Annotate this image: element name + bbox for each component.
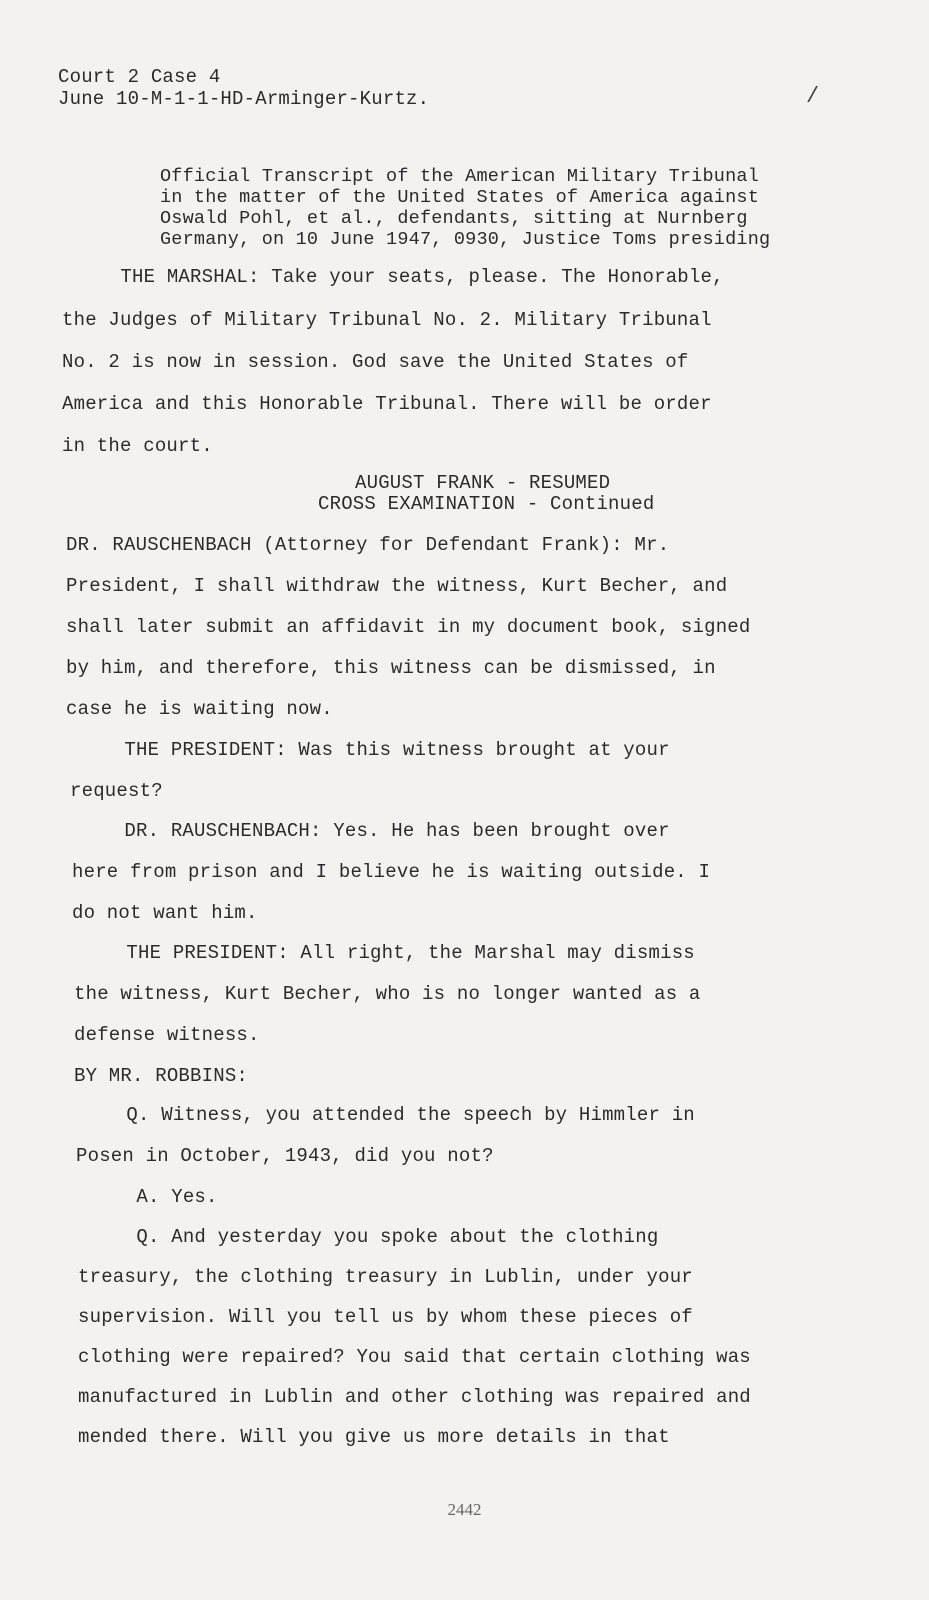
dialogue-line: the witness, Kurt Becher, who is no longer wanted as a bbox=[74, 983, 701, 1005]
dialogue-line: defense witness. bbox=[74, 1024, 260, 1046]
body-line: in the court. bbox=[62, 435, 213, 457]
dialogue-line: THE PRESIDENT: All right, the Marshal may dismiss bbox=[80, 942, 695, 964]
case-header-line-1: Court 2 Case 4 bbox=[58, 66, 221, 88]
dialogue-line: by him, and therefore, this witness can be dismissed, in bbox=[66, 657, 716, 679]
dialogue-line: supervision. Will you tell us by whom these pieces of bbox=[78, 1306, 693, 1328]
section-title: AUGUST FRANK - RESUMED bbox=[355, 472, 611, 494]
dialogue-line: treasury, the clothing treasury in Lublin, under your bbox=[78, 1266, 693, 1288]
dialogue-line: shall later submit an affidavit in my document book, signed bbox=[66, 616, 751, 638]
dialogue-line: Q. Witness, you attended the speech by Himmler in bbox=[80, 1104, 695, 1126]
body-line: America and this Honorable Tribunal. There will be order bbox=[62, 393, 712, 415]
dialogue-line: Q. And yesterday you spoke about the clothing bbox=[90, 1226, 659, 1248]
dialogue-line: Posen in October, 1943, did you not? bbox=[76, 1145, 494, 1167]
page-number: 2442 bbox=[447, 1500, 482, 1519]
dialogue-line: mended there. Will you give us more details in that bbox=[78, 1426, 670, 1448]
case-header-line-2: June 10-M-1-1-HD-Arminger-Kurtz. bbox=[58, 88, 430, 110]
body-line: THE MARSHAL: Take your seats, please. The Honorable, bbox=[74, 266, 724, 288]
body-line: No. 2 is now in session. God save the United States of bbox=[62, 351, 689, 373]
dialogue-line: DR. RAUSCHENBACH (Attorney for Defendant Frank): Mr. bbox=[66, 534, 670, 556]
dialogue-line: BY MR. ROBBINS: bbox=[74, 1065, 249, 1087]
dialogue-line: DR. RAUSCHENBACH: Yes. He has been brought over bbox=[78, 820, 670, 842]
dialogue-line: request? bbox=[70, 780, 163, 802]
dialogue-line: case he is waiting now. bbox=[66, 698, 333, 720]
intro-line: Official Transcript of the American Military Tribunal bbox=[160, 166, 759, 187]
dialogue-line: do not want him. bbox=[72, 902, 258, 924]
dialogue-line: THE PRESIDENT: Was this witness brought at your bbox=[78, 739, 670, 761]
body-line: the Judges of Military Tribunal No. 2. Military Tribunal bbox=[62, 309, 712, 331]
dialogue-line: here from prison and I believe he is waiting outside. I bbox=[72, 861, 711, 883]
intro-line: in the matter of the United States of America against bbox=[160, 187, 759, 208]
dialogue-line: President, I shall withdraw the witness, Kurt Becher, and bbox=[66, 575, 728, 597]
intro-line: Oswald Pohl, et al., defendants, sitting at Nurnberg bbox=[160, 208, 748, 229]
dialogue-line: manufactured in Lublin and other clothing was repaired and bbox=[78, 1386, 751, 1408]
margin-tick-mark: / bbox=[806, 84, 820, 109]
intro-line: Germany, on 10 June 1947, 0930, Justice Toms presiding bbox=[160, 229, 771, 250]
dialogue-line: A. Yes. bbox=[90, 1186, 218, 1208]
section-subtitle: CROSS EXAMINATION - Continued bbox=[318, 493, 655, 515]
dialogue-line: clothing were repaired? You said that certain clothing was bbox=[78, 1346, 751, 1368]
